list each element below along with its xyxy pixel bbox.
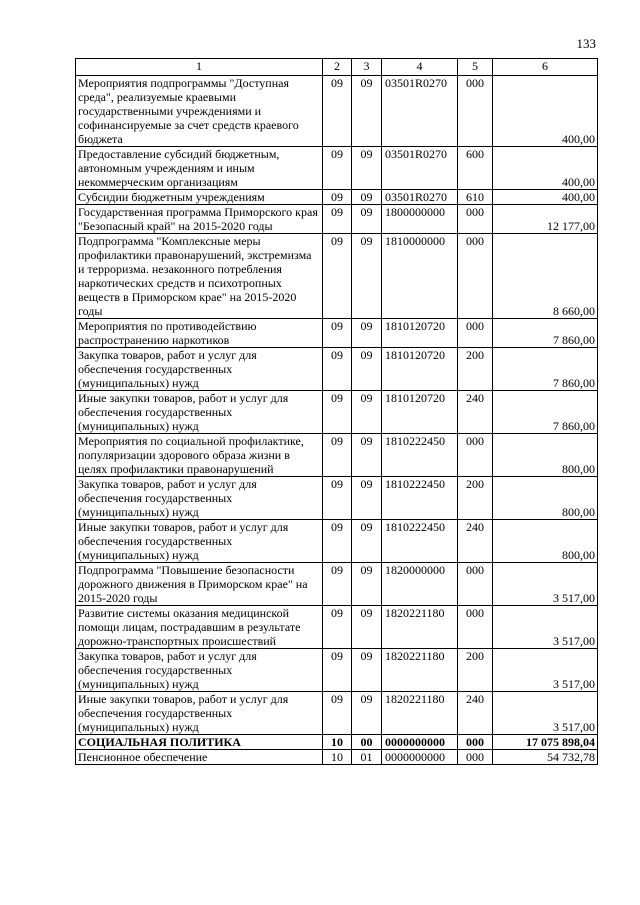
row-section: 09 [323,190,352,205]
row-name: Развитие системы оказания медицинской помощи лицам, пострадавшим в результате дорожно-транспортных происшествий [76,606,323,649]
row-amount: 3 517,00 [493,692,598,735]
row-name: Подпрограмма "Комплексные меры профилактики правонарушений, экстремизма и терроризма. незаконного потребления наркотических средств и психотропных веществ в Приморском крае" на 2015-2020 годы [76,234,323,319]
row-name: Закупка товаров, работ и услуг для обеспечения государственных (муниципальных) нужд [76,348,323,391]
row-target-code: 03501R0270 [382,190,458,205]
row-target-code: 1810120720 [382,319,458,348]
row-amount: 7 860,00 [493,319,598,348]
row-subsection: 09 [352,563,382,606]
row-name: Закупка товаров, работ и услуг для обеспечения государственных (муниципальных) нужд [76,649,323,692]
row-amount: 800,00 [493,477,598,520]
budget-table [75,58,598,765]
row-expense-type: 000 [458,319,493,348]
row-section: 09 [323,234,352,319]
row-amount: 54 732,78 [493,750,598,765]
row-section: 10 [323,750,352,765]
row-expense-type: 000 [458,563,493,606]
row-section: 09 [323,520,352,563]
row-subsection: 09 [352,205,382,234]
row-subsection: 09 [352,692,382,735]
row-subsection: 09 [352,319,382,348]
row-amount: 17 075 898,04 [493,735,598,750]
row-section: 09 [323,205,352,234]
table-row [76,520,598,563]
row-subsection: 01 [352,750,382,765]
row-target-code: 1820221180 [382,649,458,692]
row-amount: 3 517,00 [493,606,598,649]
row-name: Закупка товаров, работ и услуг для обеспечения государственных (муниципальных) нужд [76,477,323,520]
row-subsection: 09 [352,520,382,563]
column-header-name: 1 [76,59,323,76]
row-subsection: 09 [352,76,382,147]
row-subsection: 09 [352,234,382,319]
row-expense-type: 000 [458,606,493,649]
row-name: Предоставление субсидий бюджетным, автономным учреждениям и иным некоммерческим организациям [76,147,323,190]
row-target-code: 1810000000 [382,234,458,319]
row-expense-type: 000 [458,234,493,319]
row-expense-type: 200 [458,348,493,391]
row-name: СОЦИАЛЬНАЯ ПОЛИТИКА [76,735,323,750]
row-name: Иные закупки товаров, работ и услуг для обеспечения государственных (муниципальных) нужд [76,391,323,434]
row-section: 09 [323,477,352,520]
row-target-code: 03501R0270 [382,147,458,190]
column-header-target-code: 4 [382,59,458,76]
table-row [76,434,598,477]
row-expense-type: 000 [458,434,493,477]
table-row [76,319,598,348]
row-target-code: 1800000000 [382,205,458,234]
row-subsection: 09 [352,649,382,692]
table-row [76,563,598,606]
row-amount: 400,00 [493,76,598,147]
row-expense-type: 000 [458,76,493,147]
row-amount: 400,00 [493,190,598,205]
row-section: 09 [323,391,352,434]
table-row [76,692,598,735]
row-expense-type: 610 [458,190,493,205]
row-expense-type: 240 [458,391,493,434]
row-name: Субсидии бюджетным учреждениям [76,190,323,205]
row-subsection: 09 [352,391,382,434]
row-target-code: 1810222450 [382,477,458,520]
row-name: Мероприятия подпрограммы "Доступная среда", реализуемые краевыми государственными учреждениями и софинансируемые за счет средств краевого бюджета [76,76,323,147]
row-amount: 7 860,00 [493,391,598,434]
table-row [76,735,598,750]
row-target-code: 0000000000 [382,750,458,765]
row-amount: 800,00 [493,434,598,477]
row-amount: 12 177,00 [493,205,598,234]
row-section: 09 [323,692,352,735]
row-section: 09 [323,649,352,692]
table-row [76,750,598,765]
row-target-code: 1810120720 [382,348,458,391]
table-row [76,205,598,234]
page-number: 133 [576,36,596,51]
row-section: 09 [323,606,352,649]
row-name: Подпрограмма "Повышение безопасности дорожного движения в Приморском крае" на 2015-2020 годы [76,563,323,606]
row-section: 09 [323,563,352,606]
row-section: 09 [323,147,352,190]
row-amount: 800,00 [493,520,598,563]
table-row [76,348,598,391]
row-target-code: 0000000000 [382,735,458,750]
row-section: 09 [323,348,352,391]
row-amount: 3 517,00 [493,563,598,606]
row-target-code: 1810222450 [382,520,458,563]
row-name: Мероприятия по социальной профилактике, популяризации здорового образа жизни в целях профилактики правонарушений [76,434,323,477]
row-expense-type: 000 [458,750,493,765]
row-subsection: 09 [352,434,382,477]
column-header-expense-type: 5 [458,59,493,76]
row-subsection: 09 [352,348,382,391]
row-section: 09 [323,434,352,477]
table-row [76,190,598,205]
table-row [76,76,598,147]
row-expense-type: 000 [458,205,493,234]
row-target-code: 1820221180 [382,692,458,735]
row-expense-type: 200 [458,477,493,520]
row-expense-type: 000 [458,735,493,750]
row-section: 10 [323,735,352,750]
row-subsection: 09 [352,477,382,520]
row-target-code: 1820221180 [382,606,458,649]
row-subsection: 09 [352,147,382,190]
column-header-section: 2 [323,59,352,76]
row-name: Иные закупки товаров, работ и услуг для обеспечения государственных (муниципальных) нужд [76,692,323,735]
row-amount: 7 860,00 [493,348,598,391]
row-subsection: 09 [352,190,382,205]
column-header-subsection: 3 [352,59,382,76]
row-subsection: 09 [352,606,382,649]
row-target-code: 03501R0270 [382,76,458,147]
table-row [76,234,598,319]
row-name: Пенсионное обеспечение [76,750,323,765]
row-section: 09 [323,319,352,348]
row-amount: 8 660,00 [493,234,598,319]
row-amount: 3 517,00 [493,649,598,692]
table-row [76,649,598,692]
row-amount: 400,00 [493,147,598,190]
row-section: 09 [323,76,352,147]
row-name: Государственная программа Приморского края "Безопасный край" на 2015-2020 годы [76,205,323,234]
row-target-code: 1810120720 [382,391,458,434]
row-expense-type: 240 [458,520,493,563]
table-row [76,606,598,649]
row-target-code: 1820000000 [382,563,458,606]
row-expense-type: 600 [458,147,493,190]
table-header-row [76,59,598,76]
column-header-amount: 6 [493,59,598,76]
row-name: Иные закупки товаров, работ и услуг для обеспечения государственных (муниципальных) нужд [76,520,323,563]
table-row [76,147,598,190]
row-subsection: 00 [352,735,382,750]
row-expense-type: 240 [458,692,493,735]
row-name: Мероприятия по противодействию распространению наркотиков [76,319,323,348]
table-row [76,391,598,434]
table-row [76,477,598,520]
row-target-code: 1810222450 [382,434,458,477]
row-expense-type: 200 [458,649,493,692]
